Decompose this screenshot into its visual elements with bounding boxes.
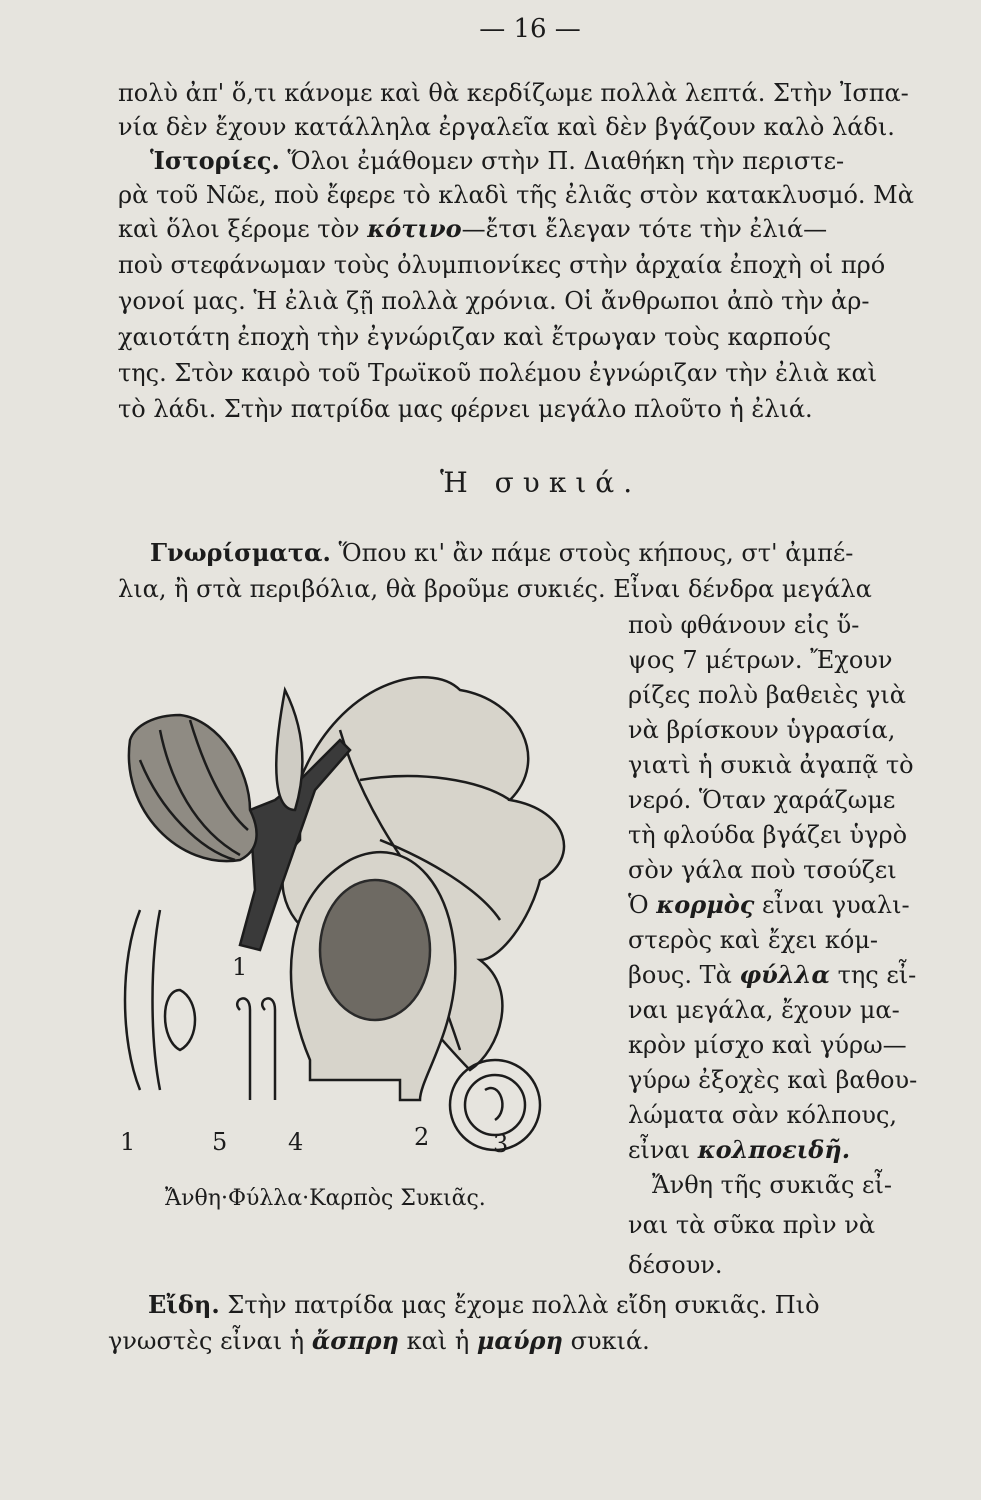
text-line: νία δὲν ἔχουν κατάλληλα ἐργαλεῖα καὶ δὲν βγάζουν καλὸ λάδι.	[118, 113, 895, 141]
column-line: σὸν γάλα ποὺ τσούζει	[628, 856, 897, 884]
column-line: Ἄνθη τῆς συκιᾶς εἶ-	[652, 1171, 892, 1199]
history-kotino-line	[118, 214, 827, 244]
text-segment: καὶ ὅλοι ξέρομε τὸν	[118, 215, 368, 243]
history-label: Ἱστορίες.	[150, 146, 280, 175]
section-heading: Ἡ συκιά.	[440, 466, 642, 499]
text-segment: εἶναι γυαλι-	[754, 891, 910, 919]
column-line: γιατὶ ἡ συκιὰ ἀγαπᾷ τὸ	[628, 751, 914, 779]
column-line: ρίζες πολὺ βαθειὲς γιὰ	[628, 681, 906, 709]
fig-number: 4	[288, 1128, 304, 1156]
flower-diagram-4	[237, 998, 275, 1100]
kinds-text: Στὴν πατρίδα μας ἔχομε πολλὰ εἴδη συκιᾶς. Πιὸ	[219, 1291, 820, 1319]
column-line: νερό. Ὅταν χαράζωμε	[628, 786, 896, 814]
fig-number: 5	[212, 1128, 228, 1156]
text-line: τὸ λάδι. Στὴν πατρίδα μας φέρνει μεγάλο πλοῦτο ἡ ἐλιά.	[118, 395, 813, 423]
trunk-line	[628, 890, 910, 920]
column-line: δέσουν.	[628, 1251, 723, 1279]
fig-number: 1	[232, 953, 248, 981]
column-line: κρὸν μίσχο καὶ γύρω—	[628, 1031, 907, 1059]
kinds-label: Εἴδη.	[148, 1290, 220, 1319]
term-fylla: φύλλα	[739, 960, 830, 989]
features-label: Γνωρίσματα.	[150, 538, 331, 567]
shape-line	[628, 1135, 850, 1165]
text-segment: συκιά.	[562, 1327, 650, 1355]
term-black: μαύρη	[476, 1326, 563, 1355]
fig-bud-shape	[276, 690, 302, 810]
column-line: νὰ βρίσκουν ὑγρασία,	[628, 716, 896, 744]
kinds-first-line	[148, 1290, 820, 1320]
text-line: λια, ἢ στὰ περιβόλια, θὰ βροῦμε συκιές. Εἶναι δένδρα μεγάλα	[118, 575, 872, 603]
figure-caption: Ἄνθη·Φύλλα·Καρπὸς Συκιᾶς.	[165, 1186, 486, 1211]
text-line: πολὺ ἀπ' ὅ,τι κάνομε καὶ θὰ κερδίζωμε πολλὰ λεπτά. Στὴν Ἰσπα-	[118, 79, 909, 107]
text-segment: γνωστὲς εἶναι ἡ	[108, 1327, 312, 1355]
text-line: γονοί μας. Ἡ ἐλιὰ ζῇ πολλὰ χρόνια. Οἱ ἄνθρωποι ἀπὸ τὴν ἀρ-	[118, 287, 870, 315]
column-line: ναι μεγάλα, ἔχουν μα-	[628, 996, 900, 1024]
term-kotino: κότινο	[367, 214, 462, 243]
term-white: ἄσπρη	[311, 1326, 399, 1355]
text-segment: —ἔτσι ἔλεγαν τότε τὴν ἐλιά—	[461, 215, 828, 243]
fig-number: 3	[493, 1130, 509, 1158]
column-line: ψος 7 μέτρων. Ἔχουν	[628, 646, 893, 674]
column-line: ποὺ φθάνουν εἰς ὕ-	[628, 611, 860, 639]
text-segment: εἶναι	[628, 1136, 698, 1164]
features-first-line	[150, 538, 853, 568]
text-line: της. Στὸν καιρὸ τοῦ Τρωϊκοῦ πολέμου ἐγνώριζαν τὴν ἐλιὰ καὶ	[118, 359, 878, 387]
text-segment: Ὁ	[628, 891, 657, 919]
fig-fruit-shape	[129, 715, 257, 861]
column-line: τὴ φλούδα βγάζει ὑγρὸ	[628, 821, 908, 849]
text-segment: της εἶ-	[829, 961, 917, 989]
features-text: Ὅπου κι' ἂν πάμε στοὺς κήπους, στ' ἀμπέ-	[330, 539, 854, 567]
fig-illustration	[100, 660, 610, 1170]
column-line: στερὸς καὶ ἔχει κόμ-	[628, 926, 879, 954]
history-text: Ὅλοι ἐμάθομεν στὴν Π. Διαθήκη τὴν περιστε-	[279, 147, 845, 175]
kinds-second-line	[108, 1326, 650, 1356]
fig-number: 1	[120, 1128, 136, 1156]
column-line: γύρω ἐξοχὲς καὶ βαθου-	[628, 1066, 918, 1094]
term-kormos: κορμὸς	[656, 890, 755, 919]
text-line: χαιοτάτη ἐποχὴ τὴν ἐγνώριζαν καὶ ἔτρωγαν τοὺς καρπούς	[118, 323, 832, 351]
text-line: ρὰ τοῦ Νῶε, ποὺ ἔφερε τὸ κλαδὶ τῆς ἐλιᾶς στὸν κατακλυσμό. Μὰ	[118, 181, 914, 209]
text-segment: βους. Τὰ	[628, 961, 740, 989]
column-line: ναι τὰ σῦκα πρὶν νὰ	[628, 1211, 876, 1239]
history-first-line	[150, 146, 844, 176]
fig-seeds-shape	[320, 880, 430, 1020]
fig-number: 2	[414, 1123, 430, 1151]
flower-diagram-1	[125, 910, 160, 1090]
leaves-line	[628, 960, 916, 990]
term-kolpoeidi: κολποειδῆ.	[697, 1135, 851, 1164]
column-line: λώματα σὰν κόλπους,	[628, 1101, 898, 1129]
text-segment: καὶ ἡ	[398, 1327, 477, 1355]
text-line: ποὺ στεφάνωμαν τοὺς ὀλυμπιονίκες στὴν ἀρχαία ἐποχὴ οἱ πρό	[118, 251, 886, 279]
page-number: — 16 —	[479, 14, 581, 44]
